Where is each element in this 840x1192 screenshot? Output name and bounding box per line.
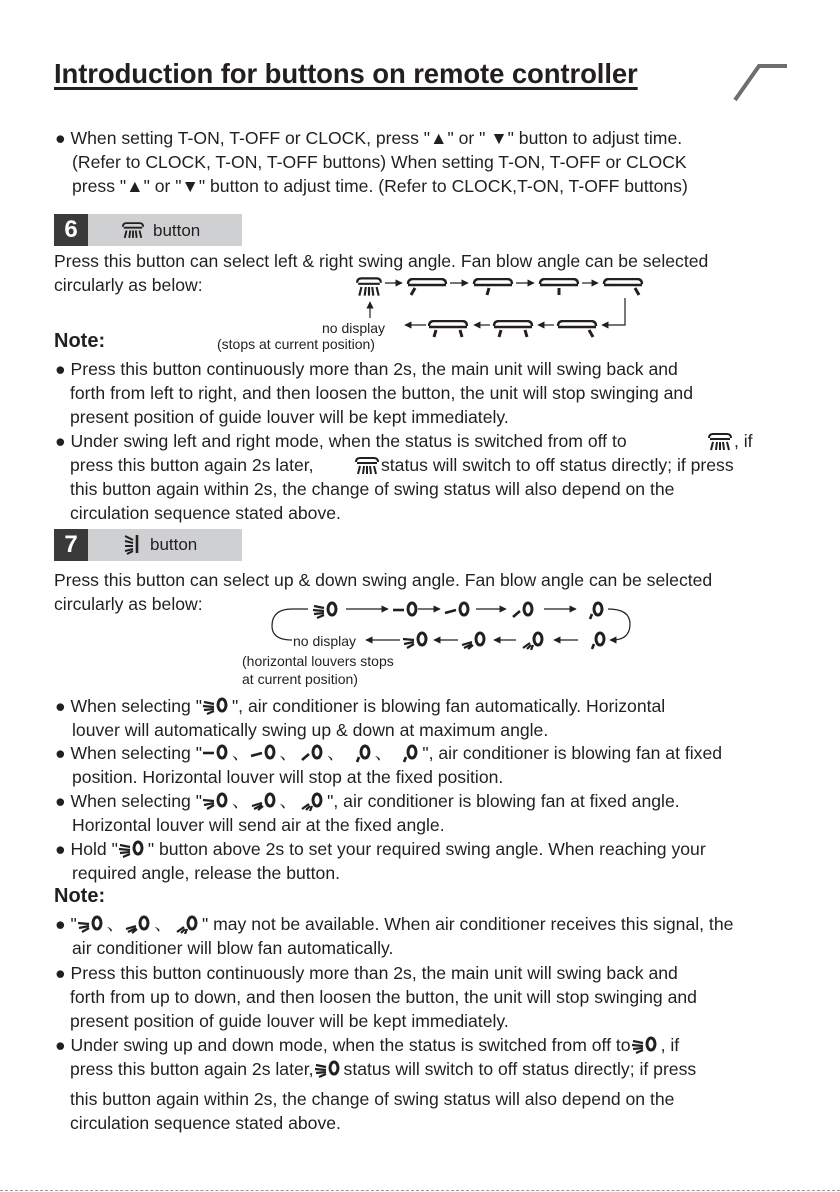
bullet-4b: " button above 2s to set your required swing angle. When reaching your — [147, 839, 706, 859]
section-7-desc-2: circularly as below: — [54, 594, 203, 614]
lr-swing-icon — [706, 432, 734, 452]
ud-wide1-icon — [403, 633, 426, 648]
ud-wide1-icon — [77, 914, 107, 934]
bullet-1a: ● When selecting " — [55, 696, 202, 716]
separator: 、 — [231, 791, 250, 811]
section-6-note-1-line-3: present position of guide louver will be kept immediately. — [70, 407, 509, 427]
ud-pos1-icon — [202, 743, 232, 763]
lr-left-icon — [408, 279, 446, 295]
section-7-note-1 — [55, 912, 733, 936]
section-7-note-title: Note: — [54, 885, 106, 907]
note-3a: ● Under swing up and down mode, when the status is switched from off to — [55, 1035, 631, 1055]
ud-pos2-icon — [250, 743, 280, 763]
bullet-3b: ", air conditioner is blowing fan at fixed angle. — [327, 791, 680, 811]
ud-wide2-icon — [462, 633, 484, 649]
lr-swing-diagram — [350, 270, 650, 342]
separator: 、 — [231, 743, 250, 763]
ud-wide3-icon — [523, 633, 542, 650]
section-7-bullet-3-line-2: Horizontal louver will send air at the fixed angle. — [72, 815, 445, 835]
separator: 、 — [374, 743, 393, 763]
ud-auto-icon — [313, 603, 336, 618]
section-7-number: 7 — [54, 529, 88, 561]
ud-pos4-icon — [590, 603, 602, 619]
section-7-bullet-2-line-2: position. Horizontal louver will stop at the fixed position. — [72, 767, 504, 787]
title-corner-decoration — [735, 62, 787, 102]
section-7-desc-1: Press this button can select up & down swing angle. Fan blow angle can be selected — [54, 570, 713, 590]
bullet-2b: ", air conditioner is blowing fan at fixed — [422, 743, 723, 763]
bullet-4a: ● Hold " — [55, 839, 118, 859]
ud-pos3-icon — [297, 743, 327, 763]
ud-stops-note-1: (horizontal louvers stops — [242, 653, 394, 669]
ud-pos1-icon — [393, 603, 416, 615]
ud-pos3-icon — [513, 603, 532, 617]
section-7-note-3-line-4: circulation sequence stated above. — [70, 1113, 341, 1133]
ud-pos4-icon — [345, 743, 375, 763]
ud-wide3-icon — [297, 791, 327, 811]
section-6-number: 6 — [54, 214, 88, 246]
page-title: Introduction for buttons on remote controller — [54, 58, 638, 89]
ud-pos5-icon — [592, 633, 604, 649]
lr-right-icon — [558, 321, 596, 337]
section-6-note-1-line-1: ● Press this button continuously more than 2s, the main unit will swing back and — [55, 359, 678, 379]
section-6-note-2-line-4: circulation sequence stated above. — [70, 503, 341, 523]
bullet-2a: ● When selecting " — [55, 743, 202, 763]
section-6-note-2-line-1b: , if — [734, 431, 753, 451]
bullet-3a: ● When selecting " — [55, 791, 202, 811]
separator: 、 — [279, 743, 298, 763]
section-6-label: button — [153, 221, 201, 240]
lr-auto-icon — [357, 278, 381, 295]
separator: 、 — [154, 914, 172, 934]
intro-line-1: ● When setting T-ON, T-OFF or CLOCK, press "▲" or " ▼" button to adjust time. — [55, 128, 683, 148]
ud-wide3-icon — [172, 914, 202, 934]
section-7-bullet-2 — [55, 741, 722, 765]
intro-line-2: (Refer to CLOCK, T-ON, T-OFF buttons) When setting T-ON, T-OFF or CLOCK — [72, 152, 687, 172]
note-1b: " may not be available. When air conditioner receives this signal, the — [201, 914, 734, 934]
section-7-bullet-1 — [55, 694, 665, 718]
section-6-note-2-line-1a: ● Under swing left and right mode, when the status is switched from off to — [55, 431, 627, 451]
section-7-bullet-4 — [55, 837, 706, 861]
section-7-note-2-line-2: forth from up to down, and then loosen the button, the unit will stop swinging and — [70, 987, 697, 1007]
lr-stops-note: (stops at current position) — [217, 336, 375, 352]
ud-stops-note-2: at current position) — [242, 671, 358, 687]
section-6-note-2-line-3: this button again within 2s, the change of swing status will also depend on the — [70, 479, 675, 499]
ud-wide2-icon — [250, 791, 280, 811]
lr-midright-icon — [604, 279, 642, 295]
section-6-desc-2: circularly as below: — [54, 275, 203, 295]
ud-wide1-icon — [202, 791, 232, 811]
separator: 、 — [327, 743, 345, 763]
section-7-bullet-1-line-2: louver will automatically swing up & down at maximum angle. — [72, 720, 549, 740]
ud-auto-icon — [631, 1035, 661, 1055]
ud-swing-icon — [124, 533, 144, 555]
separator: 、 — [279, 791, 298, 811]
section-7-bullet-3 — [55, 789, 680, 813]
section-7-bullet-4-line-2: required angle, release the button. — [72, 863, 341, 883]
section-6-note-2-line-2a: press this button again 2s later, — [70, 455, 314, 475]
separator: 、 — [106, 914, 125, 934]
lr-wide-icon — [494, 321, 532, 337]
section-7-note-3 — [55, 1033, 679, 1057]
section-7-note-2-line-3: present position of guide louver will be kept immediately. — [70, 1011, 509, 1031]
section-7-note-3-line-2 — [70, 1057, 696, 1081]
section-7-note-1-line-2: air conditioner will blow fan automatically. — [72, 938, 394, 958]
section-7-note-2-line-1: ● Press this button continuously more than 2s, the main unit will swing back and — [55, 963, 678, 983]
ud-pos5-icon — [392, 743, 422, 763]
lr-narrow-icon — [429, 321, 467, 337]
ud-no-display: no display — [293, 633, 357, 649]
section-6-note-2-line-2b: status will switch to off status directly; if press — [381, 455, 734, 475]
ud-pos2-icon — [445, 603, 468, 615]
lr-center-icon — [540, 279, 578, 295]
section-6-note-1-line-2: forth from left to right, and then loosen the button, the unit will stop swinging and — [70, 383, 693, 403]
intro-line-3: press "▲" or "▼" button to adjust time. (Refer to CLOCK,T-ON, T-OFF buttons) — [72, 176, 688, 196]
lr-swing-icon — [121, 221, 145, 240]
ud-wide2-icon — [124, 914, 154, 934]
lr-swing-icon — [353, 456, 381, 476]
note-3b: , if — [660, 1035, 680, 1055]
section-7-label: button — [150, 535, 198, 554]
section-6-desc-1: Press this button can select left & right swing angle. Fan blow angle can be selected — [54, 251, 709, 271]
section-6-note-title: Note: — [54, 330, 106, 352]
section-7-note-3-line-3: this button again within 2s, the change of swing status will also depend on the — [70, 1089, 675, 1109]
note-3c: press this button again 2s later, — [70, 1059, 314, 1079]
ud-auto-icon — [314, 1059, 344, 1079]
note-3d: status will switch to off status directly; if press — [343, 1059, 697, 1079]
ud-auto-icon — [118, 839, 148, 859]
lr-midleft-icon — [474, 279, 512, 295]
lr-no-display: no display — [322, 320, 386, 336]
note-1a: ● " — [55, 914, 77, 934]
ud-auto-icon — [202, 696, 232, 716]
bullet-1b: ", air conditioner is blowing fan automatically. Horizontal — [231, 696, 666, 716]
